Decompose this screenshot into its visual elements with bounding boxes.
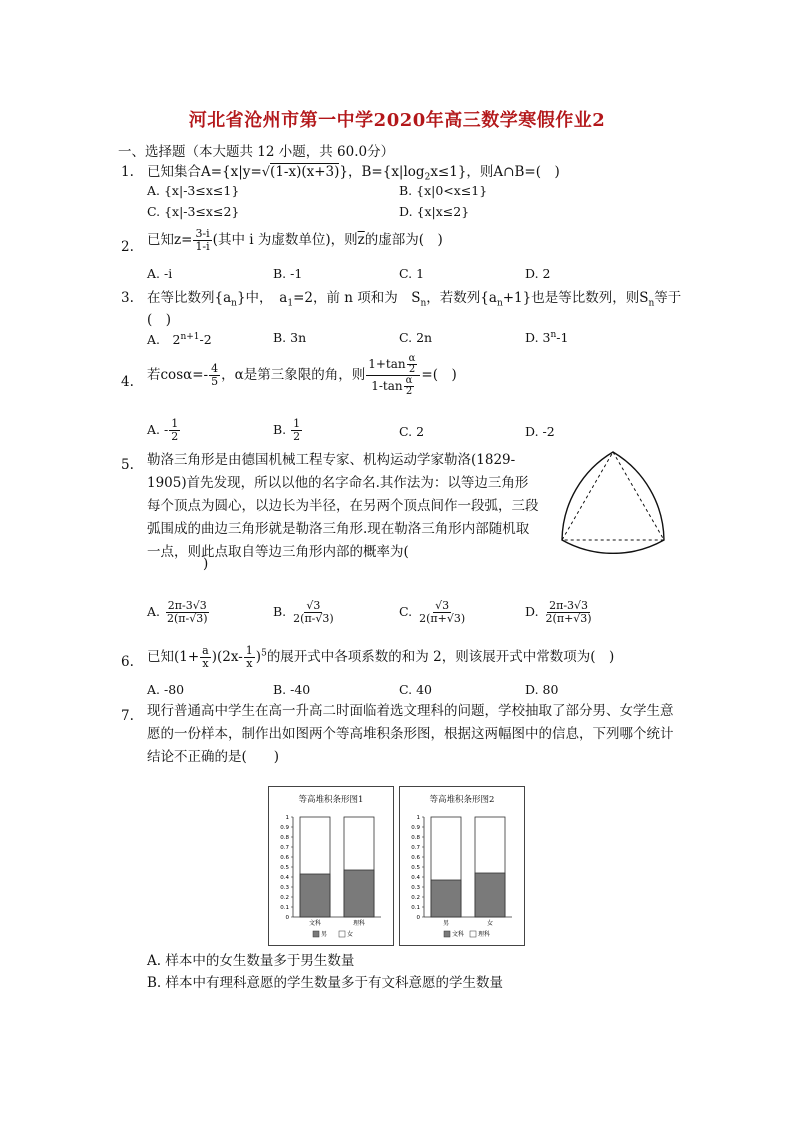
option-c[interactable]: C. 40 bbox=[399, 682, 432, 697]
chart-2-title: 等高堆积条形图2 bbox=[429, 795, 495, 805]
section-heading: 一、选择题（本大题共 12 小题，共 60.0分） bbox=[118, 144, 395, 160]
q2-pre: 已知z= bbox=[147, 232, 193, 248]
bar-bottom-segment bbox=[475, 873, 505, 917]
stacked-bar-chart-1 bbox=[268, 786, 394, 946]
option-d[interactable]: D. -2 bbox=[525, 424, 555, 439]
q1-sub: 2 bbox=[424, 172, 431, 183]
legend-swatch bbox=[444, 931, 450, 937]
chart-1-plot bbox=[269, 787, 393, 945]
q6-frac-a: $\frac{a}{x}$ bbox=[202, 644, 209, 670]
q4-alpha-frac: $\frac{\alpha}{2}$ bbox=[405, 375, 413, 397]
y-tick-label: 0.1 bbox=[280, 905, 289, 911]
q2-post: (其中 i 为虚数单位)，则 bbox=[212, 232, 358, 248]
page-title: 河北省沧州市第一中学2020年高三数学寒假作业2 bbox=[188, 110, 606, 131]
option-d[interactable] bbox=[525, 330, 568, 345]
option-a[interactable]: A. 样本中的女生数量多于男生数量 bbox=[147, 953, 355, 969]
legend-swatch bbox=[470, 931, 476, 937]
q3-t3: =2，前 n 项和为 S bbox=[293, 290, 421, 306]
q3-t6: 等于 bbox=[654, 290, 682, 306]
chart-1-title: 等高堆积条形图1 bbox=[298, 795, 364, 805]
q1-root: (1-x)(x+3) bbox=[270, 164, 340, 180]
q3-sub: n bbox=[496, 298, 503, 309]
y-tick-label: 0.3 bbox=[280, 885, 289, 891]
opt-frac: $\frac{√3}{2(\pi-√3)}$ bbox=[293, 599, 334, 625]
q4-pre: 若cosα=- bbox=[147, 367, 209, 383]
q3-t2: }中， a bbox=[236, 290, 288, 306]
option-b[interactable]: B. 样本中有理科意愿的学生数量多于有文科意愿的学生数量 bbox=[147, 975, 504, 991]
option-a[interactable]: A. -i bbox=[147, 266, 173, 281]
option-a[interactable] bbox=[147, 330, 212, 348]
reuleaux-outline bbox=[562, 452, 664, 553]
option-d[interactable]: D. {x|x≤2} bbox=[399, 204, 470, 219]
legend-label: 女 bbox=[347, 931, 354, 938]
q6-close: ) bbox=[255, 649, 262, 665]
question-number: 2. bbox=[121, 239, 134, 255]
opt-frac: $\frac{1}{2}$ bbox=[171, 417, 179, 443]
y-tick-label: 0.6 bbox=[280, 855, 289, 861]
question-3-paren: ( ) bbox=[147, 312, 172, 328]
q6-post: 的展开式中各项系数的和为 2，则该展开式中常数项为( ) bbox=[266, 649, 615, 665]
option-c[interactable]: C. {x|-3≤x≤2} bbox=[147, 204, 240, 219]
opt-label: B. bbox=[273, 604, 287, 619]
opt-label: A. bbox=[147, 604, 161, 619]
q3-sub: n bbox=[231, 298, 237, 309]
y-tick-label: 0.5 bbox=[280, 865, 289, 871]
y-tick-label: 0.9 bbox=[280, 825, 289, 831]
q1-post: x≤1}，则A∩B=( ) bbox=[430, 164, 560, 180]
q4-alpha-frac: $\frac{\alpha}{2}$ bbox=[408, 353, 416, 375]
y-tick-label: 0.8 bbox=[280, 835, 289, 841]
x-tick-label: 男 bbox=[442, 920, 450, 927]
x-tick-label: 文科 bbox=[308, 920, 322, 927]
y-tick-label: 0.6 bbox=[411, 855, 420, 861]
opt-tail: -2 bbox=[199, 332, 212, 347]
option-a[interactable]: A. -80 bbox=[147, 682, 185, 697]
opt-label: B. bbox=[273, 422, 291, 437]
equilateral-triangle-dashed bbox=[562, 452, 664, 540]
option-d[interactable]: D. 2 bbox=[525, 266, 551, 281]
y-tick-label: 0.4 bbox=[280, 875, 289, 881]
opt-label: C. bbox=[399, 604, 413, 619]
y-tick-label: 0.1 bbox=[411, 905, 420, 911]
opt-frac: $\frac{√3}{2(\pi+√3)}$ bbox=[419, 599, 466, 625]
option-b[interactable]: B. 3n bbox=[273, 330, 307, 345]
option-a[interactable] bbox=[147, 418, 181, 443]
q4-big-frac bbox=[366, 354, 420, 397]
opt-tail: -1 bbox=[556, 330, 569, 346]
bar-bottom-segment bbox=[431, 880, 461, 917]
q3-t4: ，若数列{a bbox=[426, 290, 497, 306]
question-2-text bbox=[147, 228, 443, 253]
chart-2-plot bbox=[400, 787, 524, 945]
legend-label: 文科 bbox=[452, 931, 465, 938]
option-b[interactable]: B. -40 bbox=[273, 682, 311, 697]
opt-label: D. bbox=[525, 604, 539, 619]
q3-t1: 在等比数列{a bbox=[147, 290, 232, 306]
q6-frac-b: $\frac{1}{x}$ bbox=[245, 644, 253, 670]
legend-label: 理科 bbox=[478, 931, 491, 938]
y-tick-label: 0.7 bbox=[411, 845, 420, 851]
q2-zbar: $\overline{z}$ bbox=[357, 232, 365, 248]
opt-frac: $\frac{2\pi-3√3}{2(\pi+√3)}$ bbox=[545, 599, 592, 625]
stacked-bar-chart-2 bbox=[399, 786, 525, 946]
q3-sub: n bbox=[420, 298, 427, 309]
opt-label: D. 3 bbox=[525, 330, 551, 346]
y-tick-label: 0.8 bbox=[411, 835, 420, 841]
y-tick-label: 0.7 bbox=[280, 845, 289, 851]
option-c[interactable]: C. 2n bbox=[399, 330, 433, 345]
q3-t5: +1}也是等比数列，则S bbox=[502, 290, 649, 306]
bar-bottom-segment bbox=[300, 874, 330, 917]
x-tick-label: 理科 bbox=[352, 920, 366, 927]
legend-swatch bbox=[313, 931, 319, 937]
y-tick-label: 0.2 bbox=[280, 895, 289, 901]
option-c[interactable] bbox=[399, 600, 468, 625]
option-b[interactable]: B. -1 bbox=[273, 266, 303, 281]
y-tick-label: 1 bbox=[416, 815, 420, 821]
q2-fraction: $\frac{3-i}{1-i}$ bbox=[195, 227, 210, 253]
opt-label: A. 2 bbox=[147, 332, 181, 347]
opt-frac: $\frac{2\pi-3√3}{2(\pi-√3)}$ bbox=[167, 599, 208, 625]
q1-mid: }，B={x|log bbox=[339, 164, 425, 180]
question-6-text bbox=[147, 645, 614, 670]
question-7-text: 现行普通高中学生在高一升高二时面临着选文理科的问题，学校抽取了部分男、女学生意愿的一份样本，制作出如图两个等高堆积条形图，根据这两幅图中的信息，下列哪个统计结论不正确的是( ) bbox=[147, 703, 674, 765]
opt-sup: n+1 bbox=[180, 331, 200, 342]
y-tick-label: 0.2 bbox=[411, 895, 420, 901]
reuleaux-triangle-figure bbox=[552, 446, 674, 554]
question-number: 1. bbox=[121, 164, 134, 180]
y-tick-label: 0.5 bbox=[411, 865, 420, 871]
y-tick-label: 0 bbox=[285, 915, 289, 921]
question-number: 4. bbox=[121, 374, 134, 390]
x-tick-label: 女 bbox=[486, 920, 494, 927]
question-5-close: ) bbox=[203, 556, 209, 572]
q6-mid: )(2x- bbox=[211, 649, 243, 665]
y-tick-label: 0.3 bbox=[411, 885, 420, 891]
q4-frac: $\frac{4}{5}$ bbox=[211, 362, 219, 388]
q4-post: =( ) bbox=[421, 367, 457, 383]
option-b[interactable]: B. {x|0<x≤1} bbox=[399, 183, 488, 198]
q4-mid: ，α是第三象限的角，则 bbox=[221, 367, 366, 383]
y-tick-label: 0 bbox=[416, 915, 420, 921]
y-tick-label: 1 bbox=[285, 815, 289, 821]
opt-label: A. - bbox=[147, 422, 169, 437]
question-3-text bbox=[147, 286, 681, 309]
q1-pre: 已知集合A={x|y= bbox=[147, 164, 262, 180]
q3-sub: 1 bbox=[287, 298, 294, 309]
q4-big-num: 1+tan $\frac{\alpha}{2}$ bbox=[366, 354, 420, 376]
opt-frac: $\frac{1}{2}$ bbox=[293, 417, 301, 443]
bar-bottom-segment bbox=[344, 870, 374, 917]
question-number: 3. bbox=[121, 290, 134, 306]
option-d[interactable] bbox=[525, 600, 595, 625]
question-5-text: 勒洛三角形是由德国机械工程专家、机构运动学家勒洛(1829-1905)首先发现，所以以他的名字命名.其作法为：以等边三角形每个顶点为圆心，以边长为半径，在另两个顶点间作一段弧，三段弧围成的曲边三角形就是勒洛三角形.现在勒洛三角形内部随机取一点，则此点取自等边三角形内部的概率为( bbox=[147, 452, 539, 560]
question-4-text bbox=[147, 354, 457, 397]
question-number: 7. bbox=[121, 708, 134, 724]
q3-sub: n bbox=[648, 298, 655, 309]
option-d[interactable]: D. 80 bbox=[525, 682, 559, 697]
q4-big-den: 1-tan $\frac{\alpha}{2}$ bbox=[371, 375, 413, 397]
option-c[interactable]: C. 1 bbox=[399, 266, 425, 281]
option-b[interactable] bbox=[273, 600, 337, 625]
q6-pre: 已知(1+ bbox=[147, 649, 200, 665]
question-number: 6. bbox=[121, 654, 134, 670]
q2-tail: 的虚部为( ) bbox=[364, 232, 443, 248]
opt-sup: n bbox=[550, 330, 557, 340]
legend-swatch bbox=[339, 931, 345, 937]
question-number: 5. bbox=[121, 457, 134, 473]
y-tick-label: 0.9 bbox=[411, 825, 420, 831]
option-a[interactable] bbox=[147, 600, 211, 625]
option-a[interactable]: A. {x|-3≤x≤1} bbox=[147, 183, 240, 198]
option-c[interactable]: C. 2 bbox=[399, 424, 425, 439]
legend-label: 男 bbox=[321, 931, 328, 938]
q6-sup: 5 bbox=[261, 648, 267, 659]
option-b[interactable] bbox=[273, 418, 303, 443]
y-tick-label: 0.4 bbox=[411, 875, 420, 881]
question-1-text: 已知集合A={x|y=√(1-x)(x+3)}，$B=\{x|\log_2x\le 1\}$，则A∩B=( ) bbox=[147, 164, 560, 183]
